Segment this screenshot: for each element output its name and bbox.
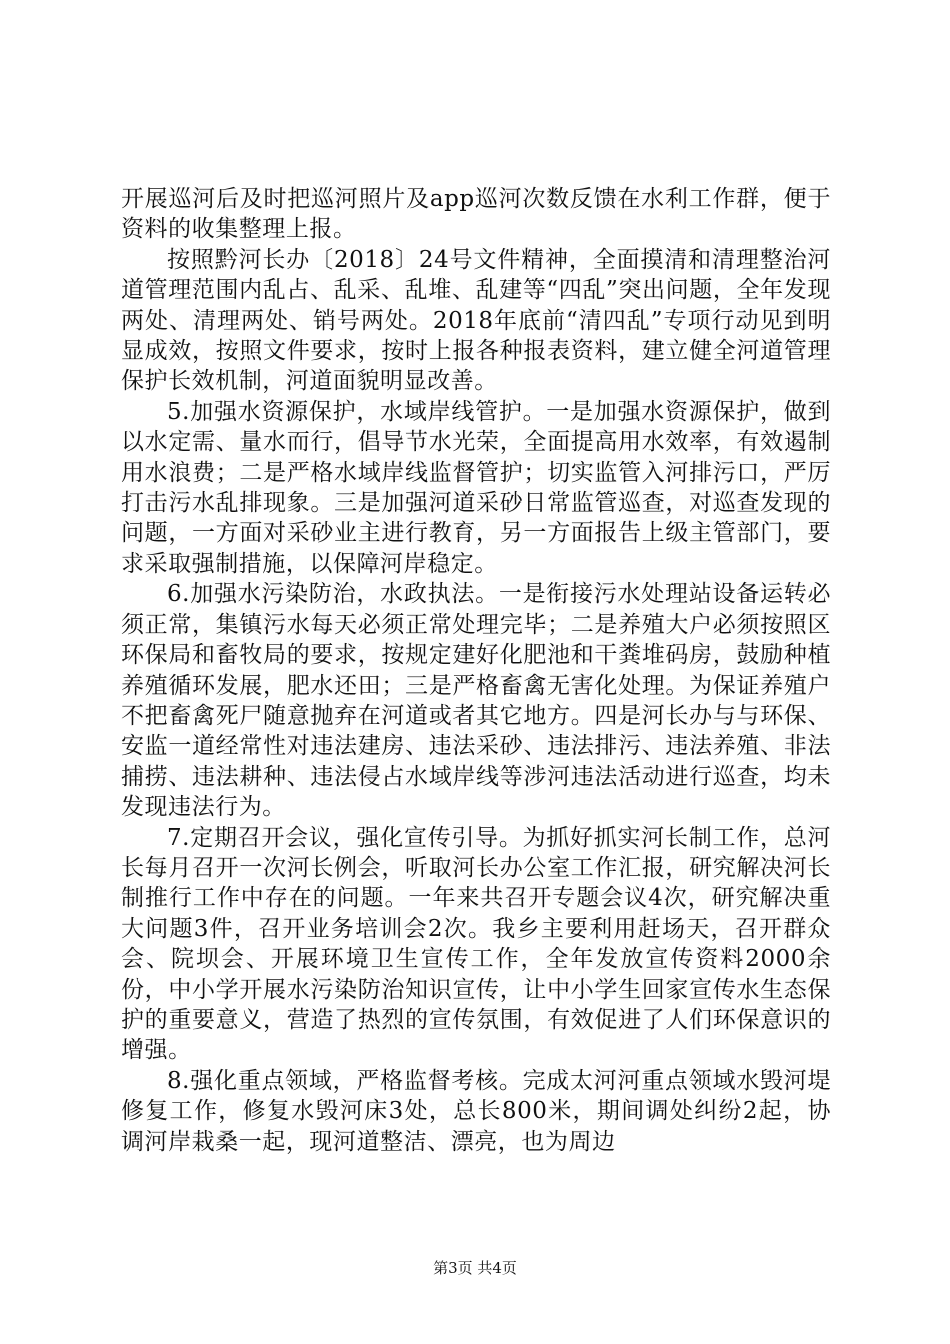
paragraph-continuation: 开展巡河后及时把巡河照片及app巡河次数反馈在水利工作群，便于资料的收集整理上报。 (121, 186, 831, 243)
paragraph-item-5: 5.加强水资源保护，水域岸线管护。一是加强水资源保护，做到以水定需、量水而行，倡导节水光荣，全面提高用水效率，有效遏制用水浪费；二是严格水域岸线监督管护；切实监管入河排污口，严厉打击污水乱排现象。三是加强河道采砂日常监管巡查，对巡查发现的问题，一方面对采砂业主进行教育，另一方面报告上级主管部门，要求采取强制措施，以保障河岸稳定。 (121, 398, 831, 577)
paragraph-item-7: 7.定期召开会议，强化宣传引导。为抓好抓实河长制工作，总河长每月召开一次河长例会，听取河长办公室工作汇报，研究解决河长制推行工作中存在的问题。一年来共召开专题会议4次，研究解决重大问题3件，召开业务培训会2次。我乡主要利用赶场天，召开群众会、院坝会、开展环境卫生宣传工作，全年发放宣传资料2000余份，中小学开展水污染防治知识宣传，让中小学生回家宣传水生态保护的重要意义，营造了热烈的宣传氛围，有效促进了人们环保意识的增强。 (121, 824, 831, 1064)
page-number-footer: 第3页 共4页 (433, 1259, 517, 1277)
paragraph-item-8: 8.强化重点领域，严格监督考核。完成太河河重点领域水毁河堤修复工作，修复水毁河床3处，总长800米，期间调处纠纷2起，协调河岸栽桑一起，现河道整洁、漂亮，也为周边 (121, 1067, 831, 1155)
paragraph-four-chaos: 按照黔河长办〔2018〕24号文件精神，全面摸清和清理整治河道管理范围内乱占、乱采、乱堆、乱建等“四乱”突出问题，全年发现两处、清理两处、销号两处。2018年底前“清四乱”专项行动见到明显成效，按照文件要求，按时上报各种报表资料，建立健全河道管理保护长效机制，河道面貌明显改善。 (121, 246, 831, 395)
paragraph-item-6: 6.加强水污染防治，水政执法。一是衔接污水处理站设备运转必须正常，集镇污水每天必须正常处理完毕；二是养殖大户必须按照区环保局和畜牧局的要求，按规定建好化肥池和干粪堆码房，鼓励种植养殖循环发展，肥水还田；三是严格畜禽无害化处理。为保证养殖户不把畜禽死尸随意抛弃在河道或者其它地方。四是河长办与与环保、安监一道经常性对违法建房、违法采砂、违法排污、违法养殖、非法捕捞、违法耕种、违法侵占水域岸线等涉河违法活动进行巡查，均未发现违法行为。 (121, 581, 831, 821)
document-body (121, 184, 831, 1157)
